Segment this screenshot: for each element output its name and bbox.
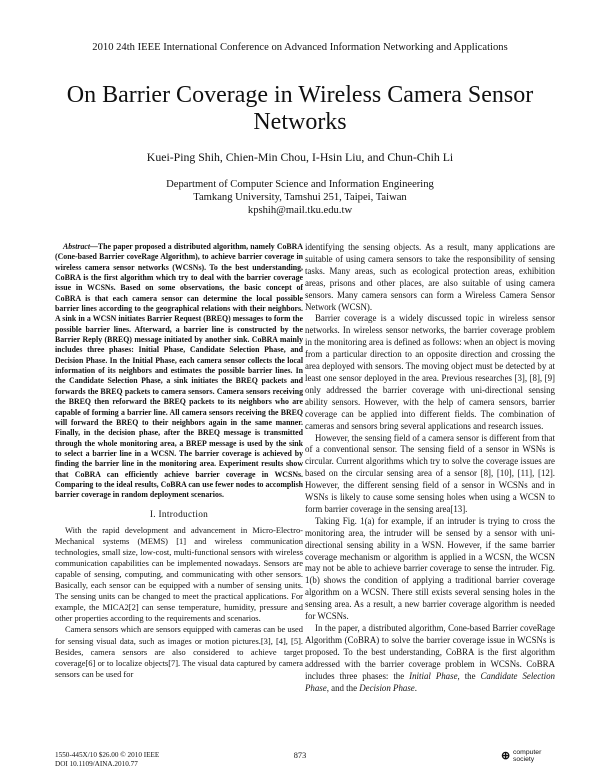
left-column [55,242,303,680]
title-line-1: On Barrier Coverage in Wireless Camera Sensor [66,82,534,108]
paragraph-last: In the paper, a distributed algorithm, Cone-based Barrier coveRage Algorithm (CoBRA) to solve the barrier coverage issue in WCSNs is proposed. To the best understanding, CoBRA is the first algorithm addressed with the barrier coverage problem in WCSNs. CoBRA includes three phases: the Initial Phase, the Candidate Selection Phase, and the Decision Phase. [305,623,555,693]
phase-initial: Initial Phase [409,670,458,681]
title-line-2: Networks [253,109,347,135]
intro-body [55,525,303,680]
logo-icon: ⊕ [501,750,511,762]
department: Department of Computer Science and Information Engineering [166,179,434,190]
abstract [55,242,303,501]
phase-decision: Decision Phase [359,682,415,693]
author-list: Kuei-Ping Shih, Chien-Min Chou, I-Hsin Liu, and Chun-Chih Li [146,150,454,164]
section-heading-introduction: I. Introduction [149,509,209,520]
conference-header: 2010 24th IEEE International Conference on Advanced Information Networking and Applications [92,42,508,53]
paragraph: Camera sensors which are sensors equipped with cameras can be used for sensing visual data, such as images or motion pictures.[3], [4], [5]. Besides, camera sensors are also considered to achieve target coverage[6] or to localize objects[7]. The visual data captured by camera sensors can be used for [55,624,303,679]
computer-society-logo: ⊕ computer society [501,749,542,764]
phase-candidate: Candidate Selection Phase [305,670,555,693]
paragraph: However, the sensing field of a camera sensor is different from that of a conventional sensor. The sensing field of a sensor in WSNs is circular. Current algorithms which try to solve the coverage issues are based on the circular sensing area of a sensor [8], [10], [11], [12]. However, the different sensing field of a sensor in WCSNs and in WSNs is likely to cause some sensing holes when using a WCSN to form barrier coverage in the sensing area[13]. [305,432,555,514]
abstract-lead: Abstract [63,242,91,251]
paragraph: Taking Fig. 1(a) for example, if an intruder is trying to cross the monitoring area, the intruder will be sensed by a sensor with uni-directional sensing ability in a WSN. However, if the same barrier coverage mechanism or algorithm is applied in a WCSN, the WCSN may not be able to achieve barrier coverage to sense the intruder. Fig. 1(b) shows the condition of applying a traditional barrier coverage algorithm on a WCSN. There still exists several sensing holes in the sensing area. As a result, a new barrier coverage algorithm is needed for WCSNs. [305,515,555,622]
university: Tamkang University, Tamshui 251, Taipei, Taiwan [193,192,407,204]
email: kpshih@mail.tku.edu.tw [247,205,353,217]
right-column [305,242,555,694]
paragraph: With the rapid development and advancement in Micro-Electro-Mechanical systems (MEMS) [1] and wireless communication technologies, small size, low-cost, multi-functional sensors with wireless communication capabilities can be implemented nowadays. Sensors are capable of sensing, computing, and communicating with other sensors. Basically, each sensor can be equipped with a number of sensing units. The sensing units can be changed to meet the practical applications. For example, the MICA2[2] can sense temperature, humidity, pressure and other properties according to the requirements and scenarios. [55,524,303,624]
affiliation [0,178,600,218]
paper-title [40,82,560,136]
doi: DOI 10.1109/AINA.2010.77 [55,760,138,769]
issn: 1550-445X/10 $26.00 © 2010 IEEE [55,751,160,759]
page-number: 873 [293,751,307,760]
paragraph: Barrier coverage is a widely discussed topic in wireless sensor networks. In wireless sensor networks, the barrier coverage problem in the monitoring area is defined as follows: when an object is moving from a particular direction to an opposite direction and crossing the area deployed with sensors. The moving object must be detected by at least one sensor deployed in the area. Previous researches [3], [8], [9] only addressed the barrier coverage with uni-directional sensing ability sensors. However, with the help of camera sensors, barrier coverage can be applied into different fields. The combination of cameras and sensors bring several applications and research issues. [305,313,555,431]
abstract-text: —The paper proposed a distributed algorithm, namely CoBRA (Cone-based Barrier coveRage Algorithm), to achieve barrier coverage in wireless camera sensor networks (WCSNs). To the best understanding, CoBRA is the first algorithm which try to deal with the barrier coverage issue in WCSNs. Based on some observations, the basic concept of CoBRA is that each camera sensor can determine the local possible barrier lines according to the geographical relations with their neighbors. A sink in a WCSN initiates Barrier Request (BREQ) messages to form the possible barrier lines. Afterward, a barrier line is constructed by the Barrier Reply (BREQ) message initiated by another sink. CoBRA mainly includes three phases: Initial Phase, Candidate Selection Phase, and Decision Phase. In the Initial Phase, each camera sensor collects the local information of its neighbors and estimates the possible barrier lines. In the Candidate Selection Phase, a sink initiates the BREQ packets and forwards the BREQ packets to camera sensors. Camera sensors receiving the BREQ then reforward the BREQ packets to its neighbors who are capable of forming a barrier line. All camera sensors receiving the BREQ will forward the BREQ to their neighbors again in the same manner. Finally, in the decision phase, after the BREQ message is transmitted through the whole monitoring area, a BREP message is used by the sink to select a barrier line in a WCSN. The barrier coverage is achieved by finding the barrier line in the monitoring area. Experiment results show that CoBRA can efficiently achieve barrier coverage in WCSNs. Comparing to the ideal results, CoBRA can use fewer nodes to accomplish barrier coverage in random deployment scenarios. [55,242,303,500]
paragraph: identifying the sensing objects. As a result, many applications are suitable of using camera sensors to take the responsibility of sensing tasks. Many areas, such as ecological protection areas, exhibition areas, prisons and other places, are also suitable of using camera sensors. Many camera sensors can form a Wireless Camera Sensor Network (WCSN). [305,242,555,312]
